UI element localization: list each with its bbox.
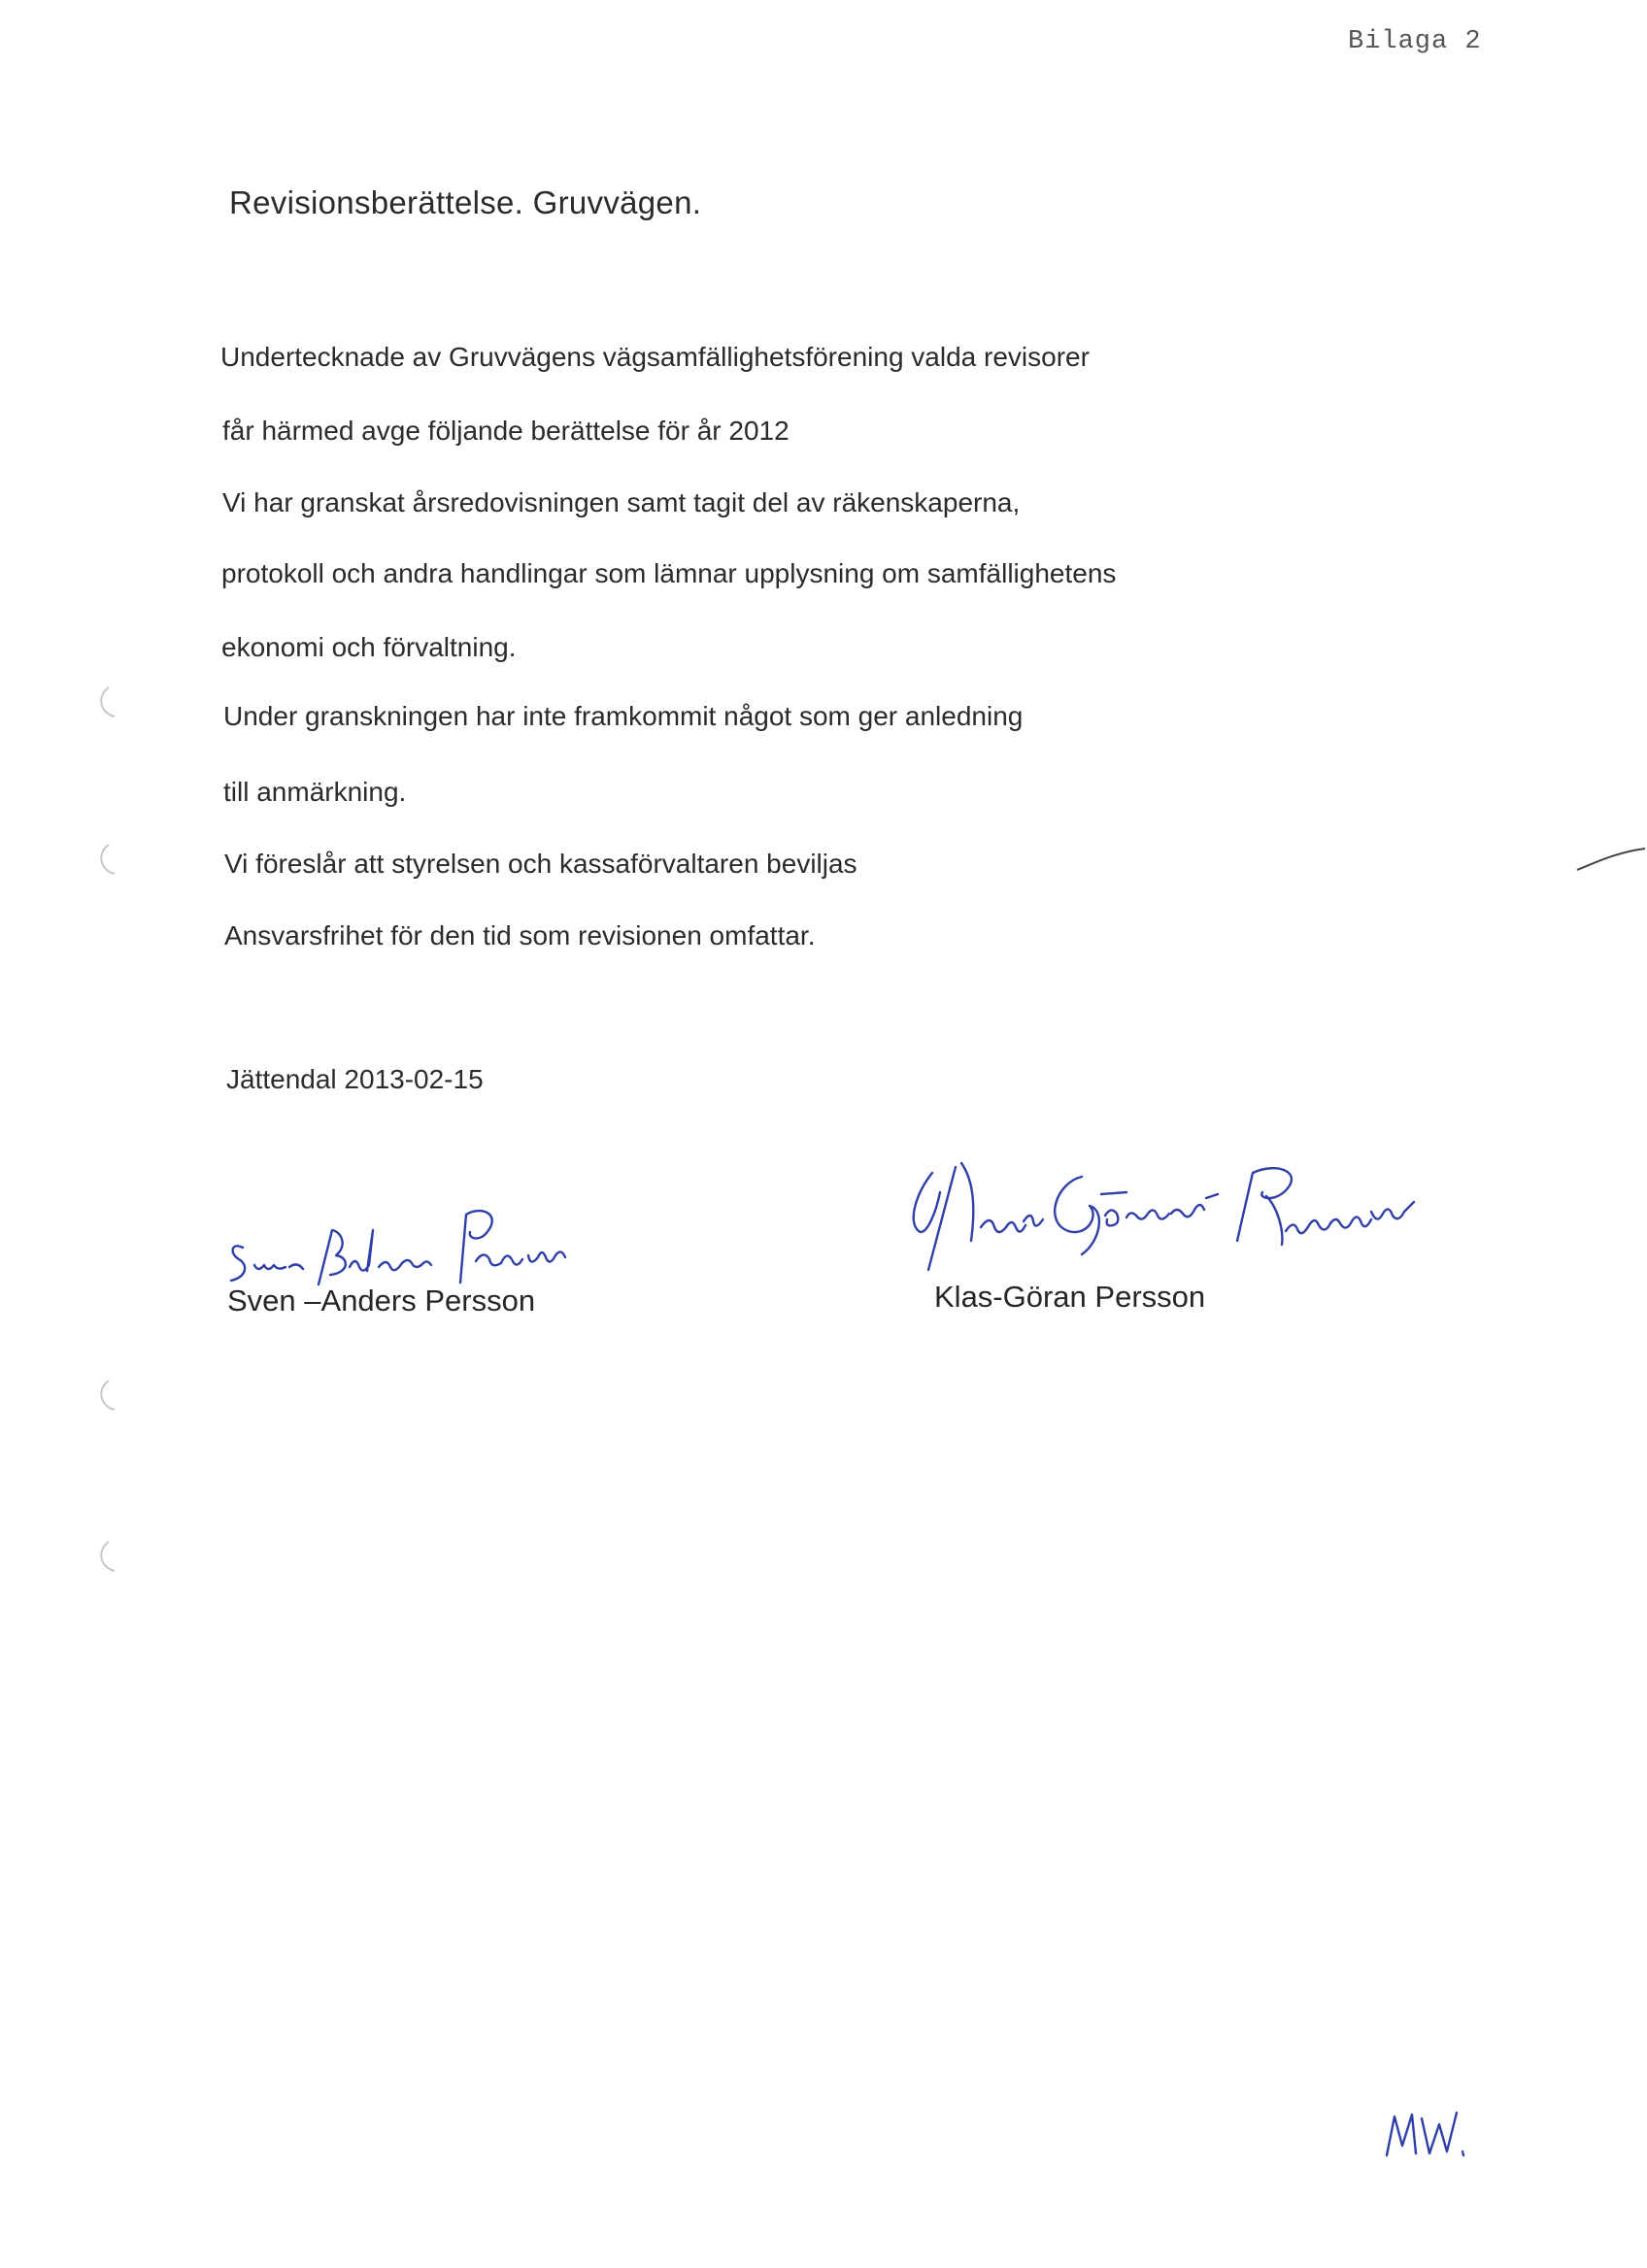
signer-name-left: Sven –Anders Persson xyxy=(227,1284,536,1317)
body-line: protokoll och andra handlingar som lämnar upplysning om samfällighetens xyxy=(221,558,1117,588)
body-line: Under granskningen har inte framkommit något som ger anledning xyxy=(223,701,1024,731)
body-line: Vi föreslår att styrelsen och kassaförvaltaren beviljas xyxy=(224,849,857,879)
attachment-label: Bilaga 2 xyxy=(1348,27,1482,56)
body-line: Undertecknade av Gruvvägens vägsamfällighetsförening valda revisorer xyxy=(220,342,1090,372)
signature-left xyxy=(221,1199,600,1296)
body-line: får härmed avge följande berättelse för år 2012 xyxy=(222,416,790,446)
signer-name-right: Klas-Göran Persson xyxy=(934,1280,1206,1314)
punch-hole-icon xyxy=(93,1538,132,1577)
punch-hole-icon xyxy=(93,841,132,880)
document-title: Revisionsberättelse. Gruvvägen. xyxy=(229,184,702,220)
body-line: Ansvarsfrihet för den tid som revisionen omfattar. xyxy=(224,920,816,951)
body-line: Vi har granskat årsredovisningen samt tagit del av räkenskaperna, xyxy=(222,487,1021,517)
signature-right xyxy=(897,1153,1441,1289)
punch-hole-icon xyxy=(93,684,132,722)
scan-mark-line xyxy=(1573,841,1647,874)
body-line: ekonomi och förvaltning. xyxy=(221,632,517,662)
handwritten-initials xyxy=(1379,2099,1476,2167)
place-and-date: Jättendal 2013-02-15 xyxy=(226,1064,484,1094)
punch-hole-icon xyxy=(93,1377,132,1416)
body-line: till anmärkning. xyxy=(223,777,407,807)
